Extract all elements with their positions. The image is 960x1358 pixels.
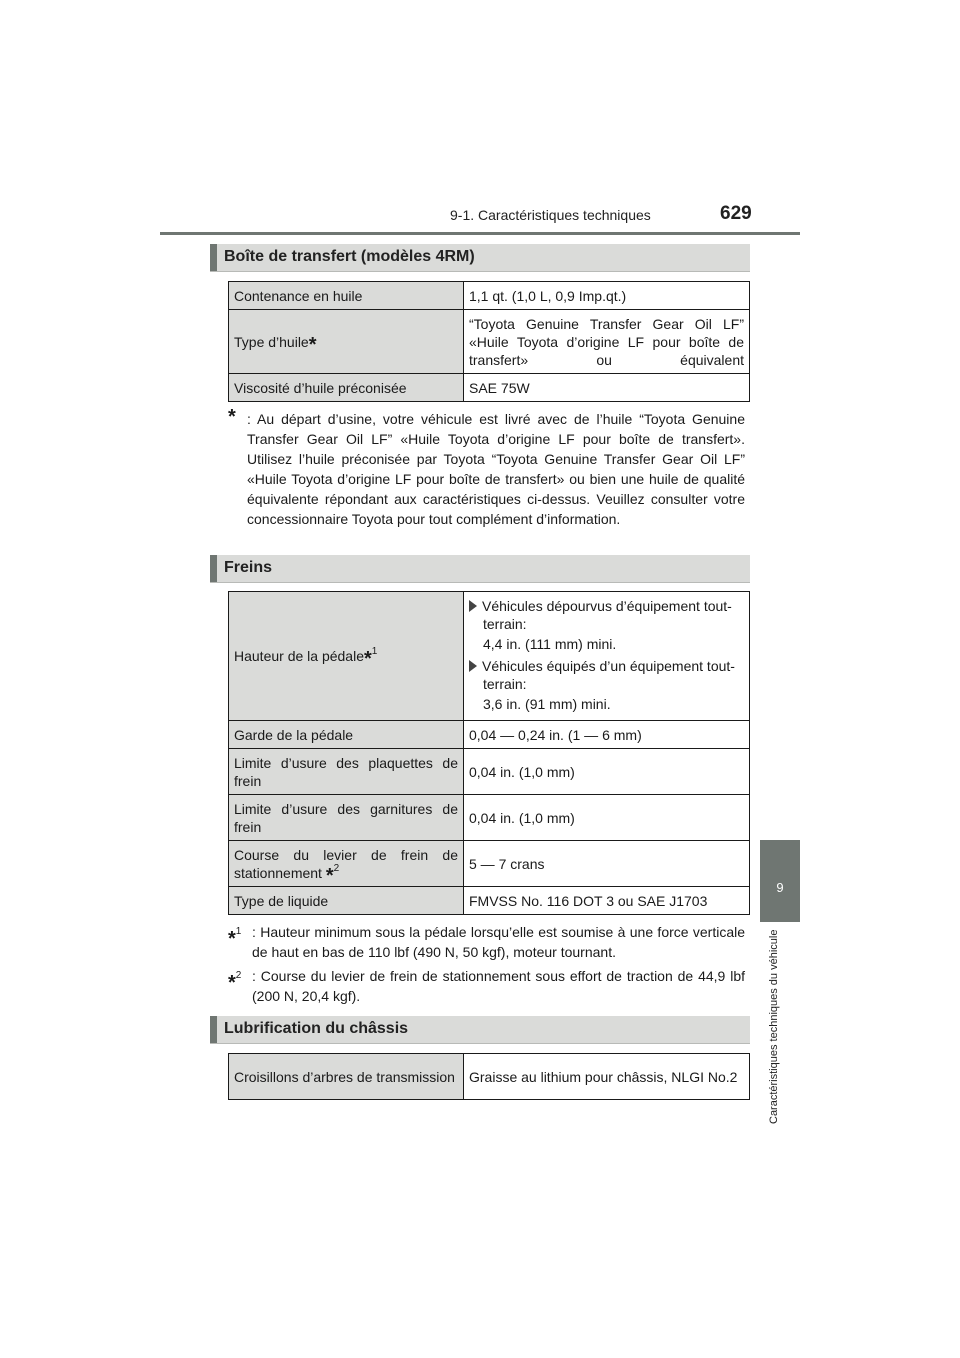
heading-accent-bar	[210, 244, 217, 271]
transfer-heading	[210, 244, 750, 272]
footnote-number: 2	[333, 862, 340, 874]
chapter-tab-label: Caractéristiques techniques du véhicule	[768, 930, 780, 1125]
table-row	[229, 721, 750, 749]
bullet-text: Véhicules équipés d’un équipement tout-terrain:	[482, 658, 735, 692]
triangle-bullet-icon	[469, 660, 477, 672]
row-key-text: Type d’huile	[234, 333, 309, 350]
footnote-number: 2	[235, 970, 242, 981]
table-row	[229, 749, 750, 795]
list-item-value: 4,4 in. (111 mm) mini.	[483, 636, 617, 652]
heading-accent-bar	[210, 555, 217, 582]
row-key: Contenance en huile	[229, 282, 464, 310]
row-value: 0,04 in. (1,0 mm)	[464, 749, 750, 795]
table-row	[229, 795, 750, 841]
brakes-heading-text: Freins	[224, 559, 273, 576]
row-key: Garde de la pédale	[229, 721, 464, 749]
table-row	[229, 841, 750, 887]
footnote-text: : Au départ d’usine, votre véhicule est livré avec de l’huile “Toyota Genuine Transfer Gear Oil LF” «Huile Toyota d’origine LF pour boîte de transfert». Utilisez l’huile préconisée par Toyota “Toyota Genuine Transfer Gear Oil LF” «Huile Toyota d’origine LF pour boîte de transfert» ou bien une huile de qualité équivalente répondant aux caractéristiques ci-dessus. Veuillez consulter votre concessionnaire Toyota pour tout complément d’information.	[247, 411, 745, 527]
table-row	[229, 887, 750, 915]
chapter-tab-number: 9	[776, 880, 784, 895]
row-key	[229, 310, 464, 374]
table-row	[229, 1054, 750, 1100]
footnote-mark: *	[308, 333, 317, 356]
footnote-mark: *	[325, 864, 334, 887]
row-value: 1,1 qt. (1,0 L, 0,9 Imp.qt.)	[464, 282, 750, 310]
footnote-text: : Hauteur minimum sous la pédale lorsqu’elle est soumise à une force verticale de haut en bas de 110 lbf (490 N, 50 kgf), moteur tournant.	[252, 924, 745, 960]
chassis-table	[228, 1053, 750, 1100]
footnote-mark: *	[364, 648, 372, 670]
section-title: 9-1. Caractéristiques techniques	[450, 207, 651, 223]
footnote-mark-group	[228, 970, 242, 994]
table-row	[229, 592, 750, 721]
table-row	[229, 282, 750, 310]
row-key	[229, 592, 464, 721]
row-value: FMVSS No. 116 DOT 3 ou SAE J1703	[464, 887, 750, 915]
footnote-mark: *	[228, 972, 236, 994]
transfer-footnote: * : Au départ d’usine, votre véhicule est livré avec de l’huile “Toyota Genuine Transfer Gear Oil LF” «Huile Toyota d’origine LF pour boîte de transfert». Utilisez l’huile préconisée par Toyota “Toyota Genuine Transfer Gear Oil LF” «Huile Toyota d’origine LF pour boîte de transfert» ou bien une huile de qualité équivalente répondant aux caractéristiques ci-dessus. Veuillez consulter votre concessionnaire Toyota pour tout complément d’information.	[228, 406, 745, 527]
row-value: Graisse au lithium pour châssis, NLGI No.2	[464, 1054, 750, 1100]
footnote-mark-group	[228, 926, 242, 950]
row-key	[229, 841, 464, 887]
row-value: 5 — 7 crans	[464, 841, 750, 887]
transfer-table	[228, 281, 750, 402]
table-row	[229, 374, 750, 402]
list-item	[469, 597, 744, 633]
chassis-heading-text: Lubrification du châssis	[224, 1020, 409, 1037]
brakes-footnote-2	[228, 966, 745, 1006]
row-key: Limite d’usure des garnitures de frein	[229, 795, 464, 841]
row-value: SAE 75W	[464, 374, 750, 402]
brakes-footnote-1	[228, 922, 745, 962]
transfer-heading-text: Boîte de transfert (modèles 4RM)	[224, 248, 475, 265]
triangle-bullet-icon	[469, 600, 477, 612]
heading-accent-bar	[210, 1016, 217, 1043]
list-item-value: 3,6 in. (91 mm) mini.	[483, 696, 611, 712]
footnote-number: 1	[371, 646, 378, 657]
chassis-heading	[210, 1016, 750, 1044]
row-value: 0,04 in. (1,0 mm)	[464, 795, 750, 841]
row-key: Limite d’usure des plaquettes de frein	[229, 749, 464, 795]
footnote-mark: *	[228, 928, 236, 950]
footnote-number: 1	[235, 926, 242, 937]
bullet-text: Véhicules dépourvus d’équipement tout-terrain:	[482, 598, 732, 632]
chapter-tab	[760, 840, 800, 922]
row-value: 0,04 — 0,24 in. (1 — 6 mm)	[464, 721, 750, 749]
list-item	[469, 657, 744, 693]
brakes-table	[228, 591, 750, 915]
page-number: 629	[720, 203, 752, 224]
row-key: Viscosité d’huile préconisée	[229, 374, 464, 402]
footnote-text: : Course du levier de frein de stationnement sous effort de traction de 44,9 lbf (200 N, 20,4 kgf).	[252, 968, 745, 1004]
row-key-text: Course du levier de frein de stationnement	[234, 846, 458, 881]
header-rule	[160, 232, 800, 235]
brakes-heading	[210, 555, 750, 583]
row-value: “Toyota Genuine Transfer Gear Oil LF” «Huile Toyota d’origine LF pour boîte de transfert» ou équivalent	[464, 310, 750, 374]
row-key: Type de liquide	[229, 887, 464, 915]
row-value	[464, 592, 750, 721]
table-row	[229, 310, 750, 374]
row-key-text: Hauteur de la pédale	[234, 648, 364, 664]
row-key: Croisillons d’arbres de transmission	[229, 1054, 464, 1100]
